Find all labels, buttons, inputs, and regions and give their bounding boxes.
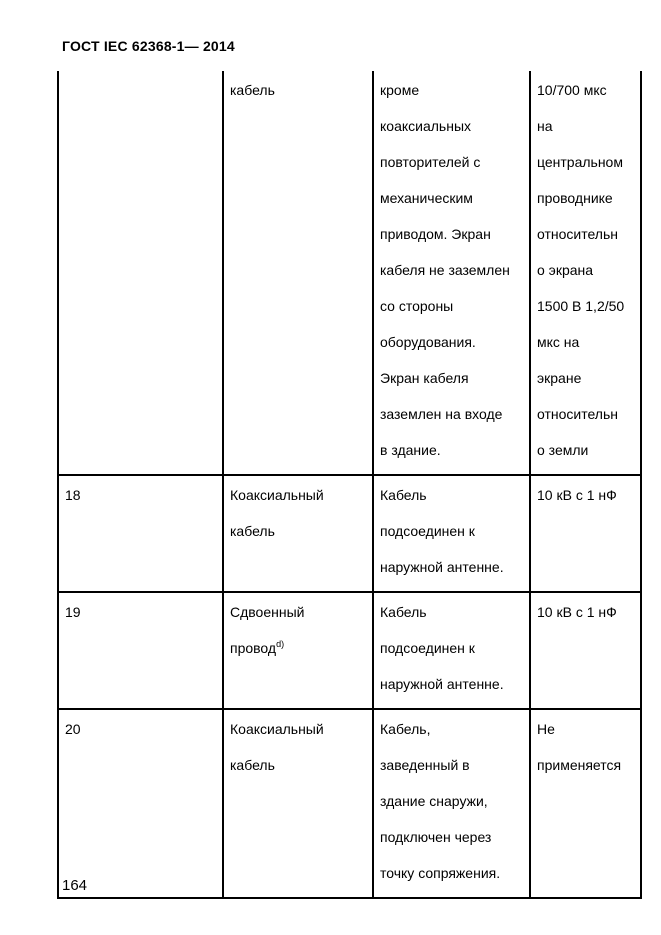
cell-cable-type: Коаксиальный кабель [223,709,373,898]
cell-test-value: 10/700 мкс на центральном проводнике относительн о экрана 1500 В 1,2/50 мкс на экране относительн о земли [530,71,641,475]
cell-condition: Кабель подсоединен к наружной антенне. [373,475,530,592]
table-row-18 [58,475,641,592]
cell-condition: кроме коаксиальных повторителей с механическим приводом. Экран кабеля не заземлен со стороны оборудования. Экран кабеля заземлен на входе в здание. [373,71,530,475]
page-number: 164 [62,877,88,894]
table-row-continuation [58,71,641,475]
cell-number: 18 [58,475,223,592]
cell-cable-type: Сдвоенный провод$^{d)}$ [223,592,373,709]
table-row-19 [58,592,641,709]
cable-type-text: провод [230,640,277,656]
cell-condition: Кабель подсоединен к наружной антенне. [373,592,530,709]
cell-number: 19 [58,592,223,709]
cell-test-value: 10 кВ с 1 нФ [530,592,641,709]
document-header: ГОСТ IEC 62368-1— 2014 [62,38,235,54]
footnote-marker: d) [276,639,285,649]
specification-table [57,71,642,899]
cell-cable-type: кабель [223,71,373,475]
table-row-20 [58,709,641,898]
cell-cable-type: Коаксиальный кабель [223,475,373,592]
cell-test-value: 10 кВ с 1 нФ [530,475,641,592]
cell-condition: Кабель, заведенный в здание снаружи, подключен через точку сопряжения. [373,709,530,898]
cell-number: 20 [58,709,223,898]
cell-test-value: Не применяется [530,709,641,898]
cell-number [58,71,223,475]
